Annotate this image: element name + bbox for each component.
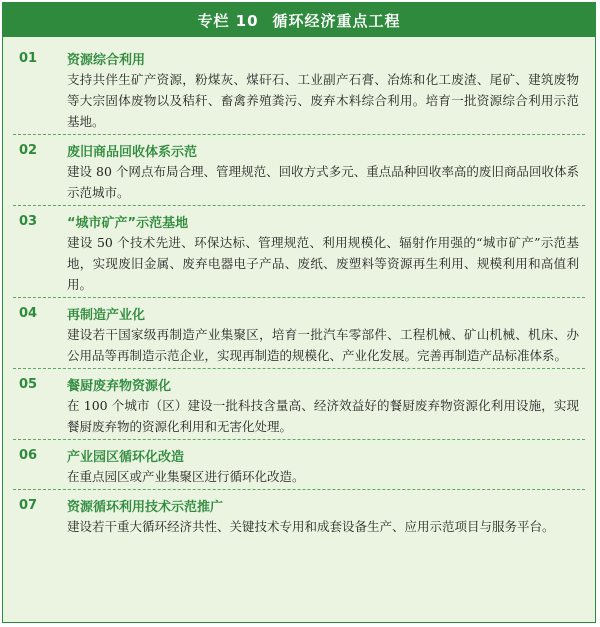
section-07 bbox=[13, 494, 585, 539]
section-06 bbox=[13, 444, 585, 490]
section-number: 05 bbox=[19, 376, 38, 392]
section-body: 建设若干重大循环经济共性、关键技术专用和成套设备生产、应用示范项目与服务平台。 bbox=[67, 519, 555, 534]
section-title: 资源综合利用 bbox=[67, 52, 146, 68]
section-body: 支持共伴生矿产资源，粉煤灰、煤矸石、工业副产石膏、冶炼和化工废渣、尾矿、建筑废物等大宗固体废物以及秸秆、畜禽养殖粪污、废弃木料综合利用。培育一批资源综合利用示范基地。 bbox=[67, 72, 579, 129]
section-03 bbox=[13, 210, 585, 298]
section-number: 02 bbox=[19, 142, 38, 158]
section-04 bbox=[13, 302, 585, 369]
section-body: 建设 80 个网点布局合理、管理规范、回收方式多元、重点品种回收率高的废旧商品回收体系示范城市。 bbox=[67, 164, 579, 200]
section-list bbox=[3, 37, 595, 539]
section-title: “城市矿产”示范基地 bbox=[67, 215, 189, 231]
section-number: 04 bbox=[19, 305, 38, 321]
section-02 bbox=[13, 139, 585, 206]
column-label: 专栏 10 bbox=[197, 11, 259, 30]
section-05 bbox=[13, 373, 585, 440]
section-title: 废旧商品回收体系示范 bbox=[67, 144, 198, 160]
section-title: 再制造产业化 bbox=[67, 307, 146, 323]
section-body: 在重点园区或产业集聚区进行循环化改造。 bbox=[67, 469, 305, 484]
section-number: 07 bbox=[19, 497, 38, 513]
column-title: 循环经济重点工程 bbox=[272, 11, 401, 30]
section-title: 资源循环利用技术示范推广 bbox=[67, 499, 224, 515]
column-header bbox=[3, 3, 595, 37]
section-body: 在 100 个城市（区）建设一批科技含量高、经济效益好的餐厨废弃物资源化利用设施，实现餐厨废弃物的资源化利用和无害化处理。 bbox=[67, 398, 579, 434]
section-01 bbox=[13, 47, 585, 135]
section-number: 01 bbox=[19, 50, 38, 66]
column-panel bbox=[2, 2, 596, 623]
section-title: 餐厨废弃物资源化 bbox=[67, 378, 172, 394]
section-number: 06 bbox=[19, 447, 38, 463]
section-body: 建设若干国家级再制造产业集聚区，培育一批汽车零部件、工程机械、矿山机械、机床、办公用品等再制造示范企业，实现再制造的规模化、产业化发展。完善再制造产品标准体系。 bbox=[67, 327, 579, 363]
section-number: 03 bbox=[19, 213, 38, 229]
section-title: 产业园区循环化改造 bbox=[67, 449, 185, 465]
section-body: 建设 50 个技术先进、环保达标、管理规范、利用规模化、辐射作用强的“城市矿产”示范基地，实现废旧金属、废弃电器电子产品、废纸、废塑料等资源再生利用、规模利用和高值利用。 bbox=[67, 235, 579, 292]
